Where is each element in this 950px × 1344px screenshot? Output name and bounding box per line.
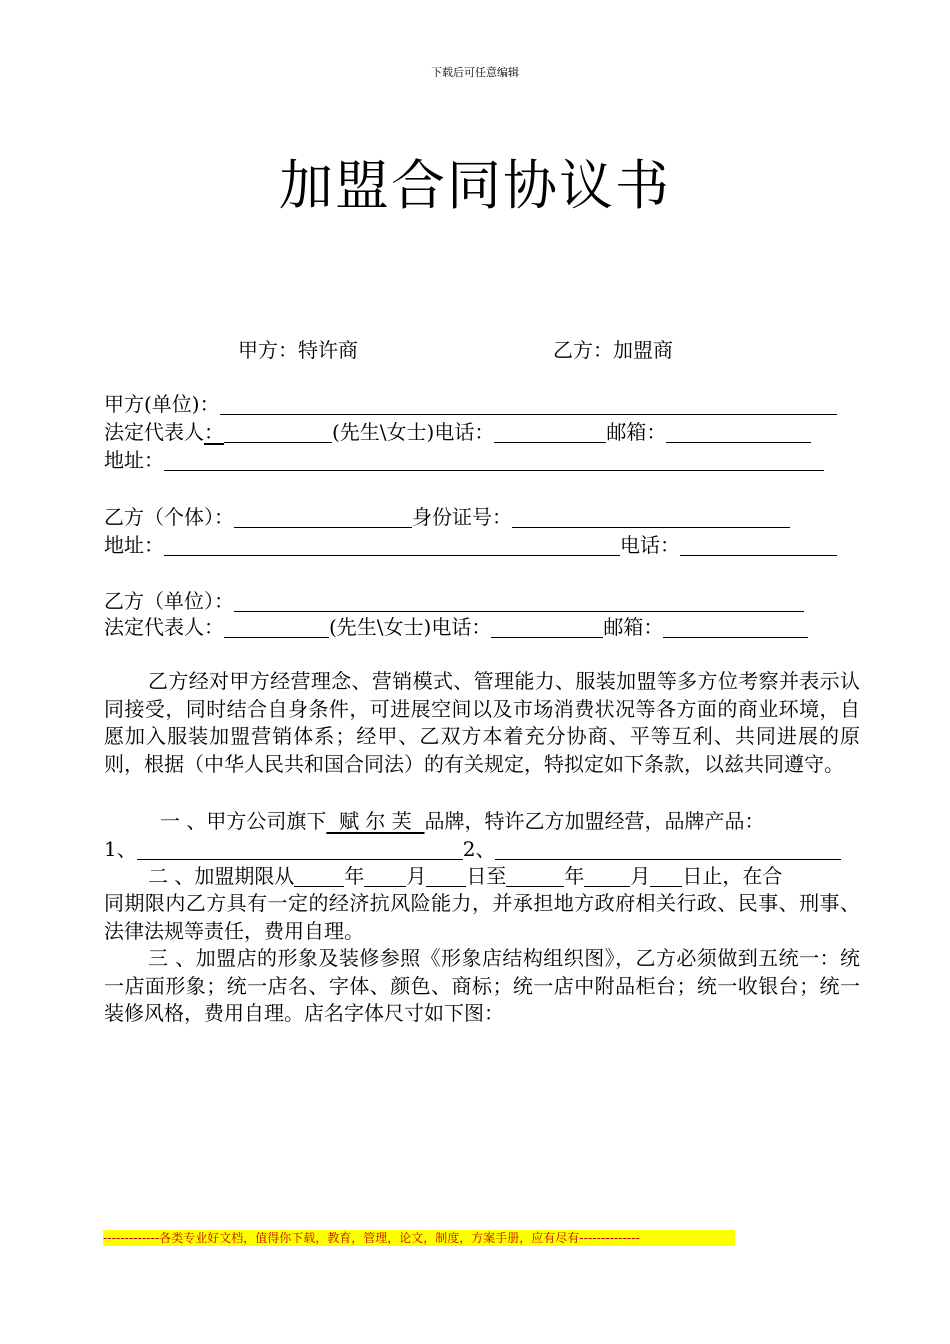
party-a-unit-label: 甲方(单位)： <box>104 392 220 416</box>
party-b-individual-field[interactable] <box>234 503 412 528</box>
clause-1-line <box>160 807 765 835</box>
clause-1-suffix: 品牌，特许乙方加盟经营，品牌产品： <box>424 809 765 833</box>
legal-rep-name-field[interactable] <box>224 418 332 443</box>
legal-rep-name-field[interactable] <box>224 613 329 638</box>
phone-label: 电话： <box>431 615 492 639</box>
clause-3-paragraph: 三 、加盟店的形象及装修参照《形象店结构组织图》，乙方必须做到五统一：统一店面形象；统一店名、字体、颜色、商标；统一店中附品柜台；统一收银台；统一装修风格，费用自理。店名字体尺寸如下图： <box>104 946 860 1025</box>
brand-name: 赋 尔 芙 <box>326 809 425 833</box>
legal-rep-row-b <box>104 613 864 641</box>
product-1-label: 1、 <box>104 837 137 861</box>
party-b-unit-label: 乙方（单位）： <box>104 589 234 613</box>
email-field[interactable] <box>666 418 811 443</box>
product-2-label: 2、 <box>462 837 496 861</box>
party-a-unit-field[interactable] <box>220 390 837 415</box>
month-label: 月 <box>630 864 651 888</box>
party-b-address-row <box>104 531 864 559</box>
month-label: 月 <box>406 864 427 888</box>
phone-field[interactable] <box>494 418 606 443</box>
gender-label: (先生\女士) <box>329 615 432 639</box>
clause-2-prefix: 二 、加盟期限从 <box>148 864 295 888</box>
party-b-label: 乙方：加盟商 <box>553 338 673 362</box>
end-month-field[interactable] <box>584 862 630 887</box>
party-a-unit-row <box>104 390 864 418</box>
email-label: 邮箱： <box>606 420 667 444</box>
intro-paragraph: 乙方经对甲方经营理念、营销模式、管理能力、服装加盟等多方位考察并表示认同接受，同时结合自身条件，可进展空间以及市场消费状况等各方面的商业环境，自愿加入服装加盟营销体系；经甲、乙双方本着充分协商、平等互利、共同进展的原则，根据（中华人民共和国合同法）的有关规定，特拟定如下条款，以兹共同遵守。 <box>104 669 860 776</box>
id-number-label: 身份证号： <box>412 505 512 529</box>
legal-rep-row-a <box>104 418 864 446</box>
phone-label: 电话： <box>620 533 680 557</box>
phone-field[interactable] <box>491 613 603 638</box>
address-label: 地址： <box>104 533 164 557</box>
clause-2-rest: 同期限内乙方具有一定的经济抗风险能力，并承担地方政府相关行政、民事、刑事、法律法规等责任，费用自理。 <box>104 891 860 943</box>
year-label: 年 <box>344 864 365 888</box>
product-1-field[interactable] <box>137 835 463 860</box>
email-label: 邮箱： <box>603 615 664 639</box>
party-b-individual-row <box>104 503 864 531</box>
party-b-individual-label: 乙方（个体）： <box>104 505 234 529</box>
start-month-field[interactable] <box>364 862 406 887</box>
party-b-unit-row <box>104 587 864 615</box>
party-b-unit-field[interactable] <box>234 587 804 612</box>
party-a-address-row <box>104 446 864 474</box>
start-year-field[interactable] <box>294 862 344 887</box>
start-day-field[interactable] <box>426 862 466 887</box>
year-label: 年 <box>564 864 585 888</box>
legal-rep-label: 法定代表人 <box>104 420 204 444</box>
end-year-field[interactable] <box>506 862 564 887</box>
legal-rep-label: 法定代表人： <box>104 615 224 639</box>
address-label: 地址： <box>104 448 164 472</box>
day-to-label: 日至 <box>466 864 507 888</box>
party-b-phone-field[interactable] <box>680 531 837 556</box>
legal-rep-colon: ： <box>204 420 224 444</box>
party-a-label: 甲方：特许商 <box>238 338 358 362</box>
email-field[interactable] <box>663 613 808 638</box>
header-note: 下载后可任意编辑 <box>431 66 519 79</box>
id-number-field[interactable] <box>512 503 790 528</box>
parties-line <box>238 336 838 364</box>
end-day-field[interactable] <box>650 862 682 887</box>
clause-1-prefix: 一 、甲方公司旗下 <box>160 809 327 833</box>
phone-label: 电话： <box>434 420 495 444</box>
clause-1-products <box>104 835 841 863</box>
document-title: 加盟合同协议书 <box>279 154 671 217</box>
party-b-address-field[interactable] <box>164 531 620 556</box>
day-end-label: 日止，在合 <box>682 864 783 888</box>
footer-note: -------------各类专业好文档，值得你下载，教育，管理，论文，制度，方案手册，应有尽有-------------- <box>103 1230 735 1246</box>
party-a-address-field[interactable] <box>164 446 824 471</box>
product-2-field[interactable] <box>495 835 841 860</box>
clause-2-line <box>148 862 782 890</box>
gender-label: (先生\女士) <box>332 420 435 444</box>
